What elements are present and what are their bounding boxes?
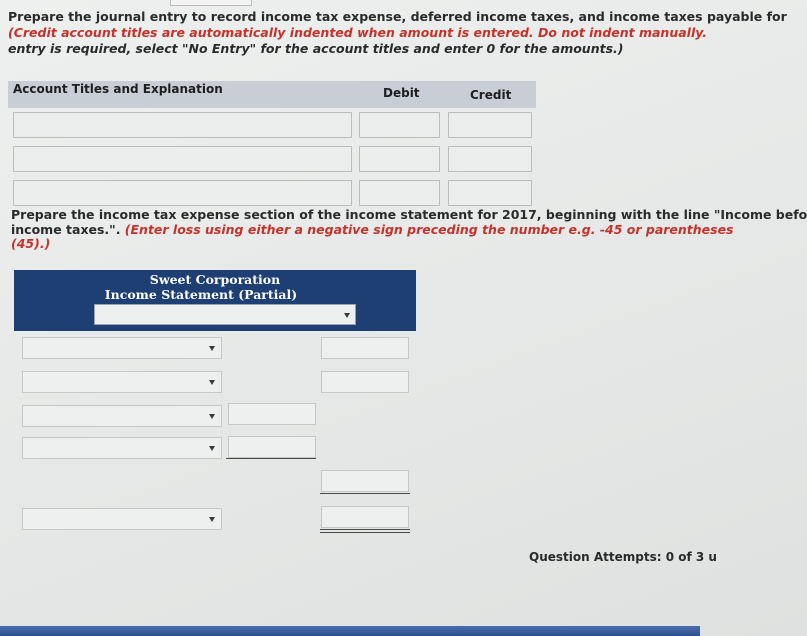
journal-row — [8, 180, 536, 208]
credit-input[interactable] — [448, 180, 532, 206]
chevron-down-icon — [209, 380, 215, 385]
chevron-down-icon — [344, 313, 350, 318]
journal-table-header — [8, 81, 536, 108]
company-name: Sweet Corporation — [149, 272, 281, 287]
chevron-down-icon — [209, 346, 215, 351]
instruction2-line-2 — [11, 221, 734, 238]
instruction2-line-3: (45).) — [11, 236, 51, 251]
account-title-input[interactable] — [13, 180, 352, 206]
amount-input[interactable] — [321, 337, 409, 359]
account-title-input[interactable] — [13, 112, 352, 138]
instruction2-red: (Enter loss using either a negative sign preceding the number e.g. -45 or parentheses — [120, 221, 734, 237]
chevron-down-icon — [209, 517, 215, 522]
amount-input[interactable] — [321, 470, 409, 492]
question-attempts: Question Attempts: 0 of 3 u — [529, 550, 717, 564]
bottom-bar — [0, 626, 700, 636]
amount-input[interactable] — [228, 436, 316, 458]
chevron-down-icon — [209, 414, 215, 419]
period-select[interactable] — [94, 304, 356, 325]
line-item-select[interactable] — [22, 405, 222, 427]
amount-input[interactable] — [321, 506, 409, 528]
subtotal-underline — [320, 493, 410, 494]
column-credit: Credit — [470, 88, 512, 102]
income-statement-instructions — [11, 207, 807, 252]
line-item-select[interactable] — [22, 437, 222, 459]
column-debit: Debit — [383, 86, 420, 100]
instruction-line-2: (Credit account titles are automatically indented when amount is entered. Do not indent manually. — [8, 25, 707, 40]
amount-input[interactable] — [321, 371, 409, 393]
chevron-down-icon — [209, 446, 215, 451]
journal-instructions — [8, 9, 787, 57]
line-item-select[interactable] — [22, 337, 222, 359]
journal-row — [8, 146, 536, 174]
statement-title: Income Statement (Partial) — [104, 287, 298, 302]
credit-input[interactable] — [448, 146, 532, 172]
instruction-line-1: Prepare the journal entry to record income tax expense, deferred income taxes, and income taxes payable for — [8, 9, 787, 24]
amount-input[interactable] — [228, 403, 316, 425]
total-double-underline — [320, 529, 410, 533]
debit-input[interactable] — [359, 112, 440, 138]
top-input-stub[interactable] — [170, 0, 252, 6]
column-account-titles: Account Titles and Explanation — [13, 82, 223, 96]
journal-entry-table — [8, 81, 536, 108]
credit-input[interactable] — [448, 112, 532, 138]
line-item-select[interactable] — [22, 371, 222, 393]
instruction-line-3: entry is required, select "No Entry" for the account titles and enter 0 for the amounts.) — [8, 41, 624, 56]
account-title-input[interactable] — [13, 146, 352, 172]
debit-input[interactable] — [359, 146, 440, 172]
income-statement-header — [14, 270, 416, 331]
subtotal-underline — [226, 458, 316, 459]
journal-row — [8, 112, 536, 140]
debit-input[interactable] — [359, 180, 440, 206]
instruction2-line-1: Prepare the income tax expense section of the income statement for 2017, beginning with the line "Income befo — [11, 207, 807, 222]
instruction2-plain: income taxes.". — [11, 221, 121, 237]
line-item-select[interactable] — [22, 508, 222, 530]
